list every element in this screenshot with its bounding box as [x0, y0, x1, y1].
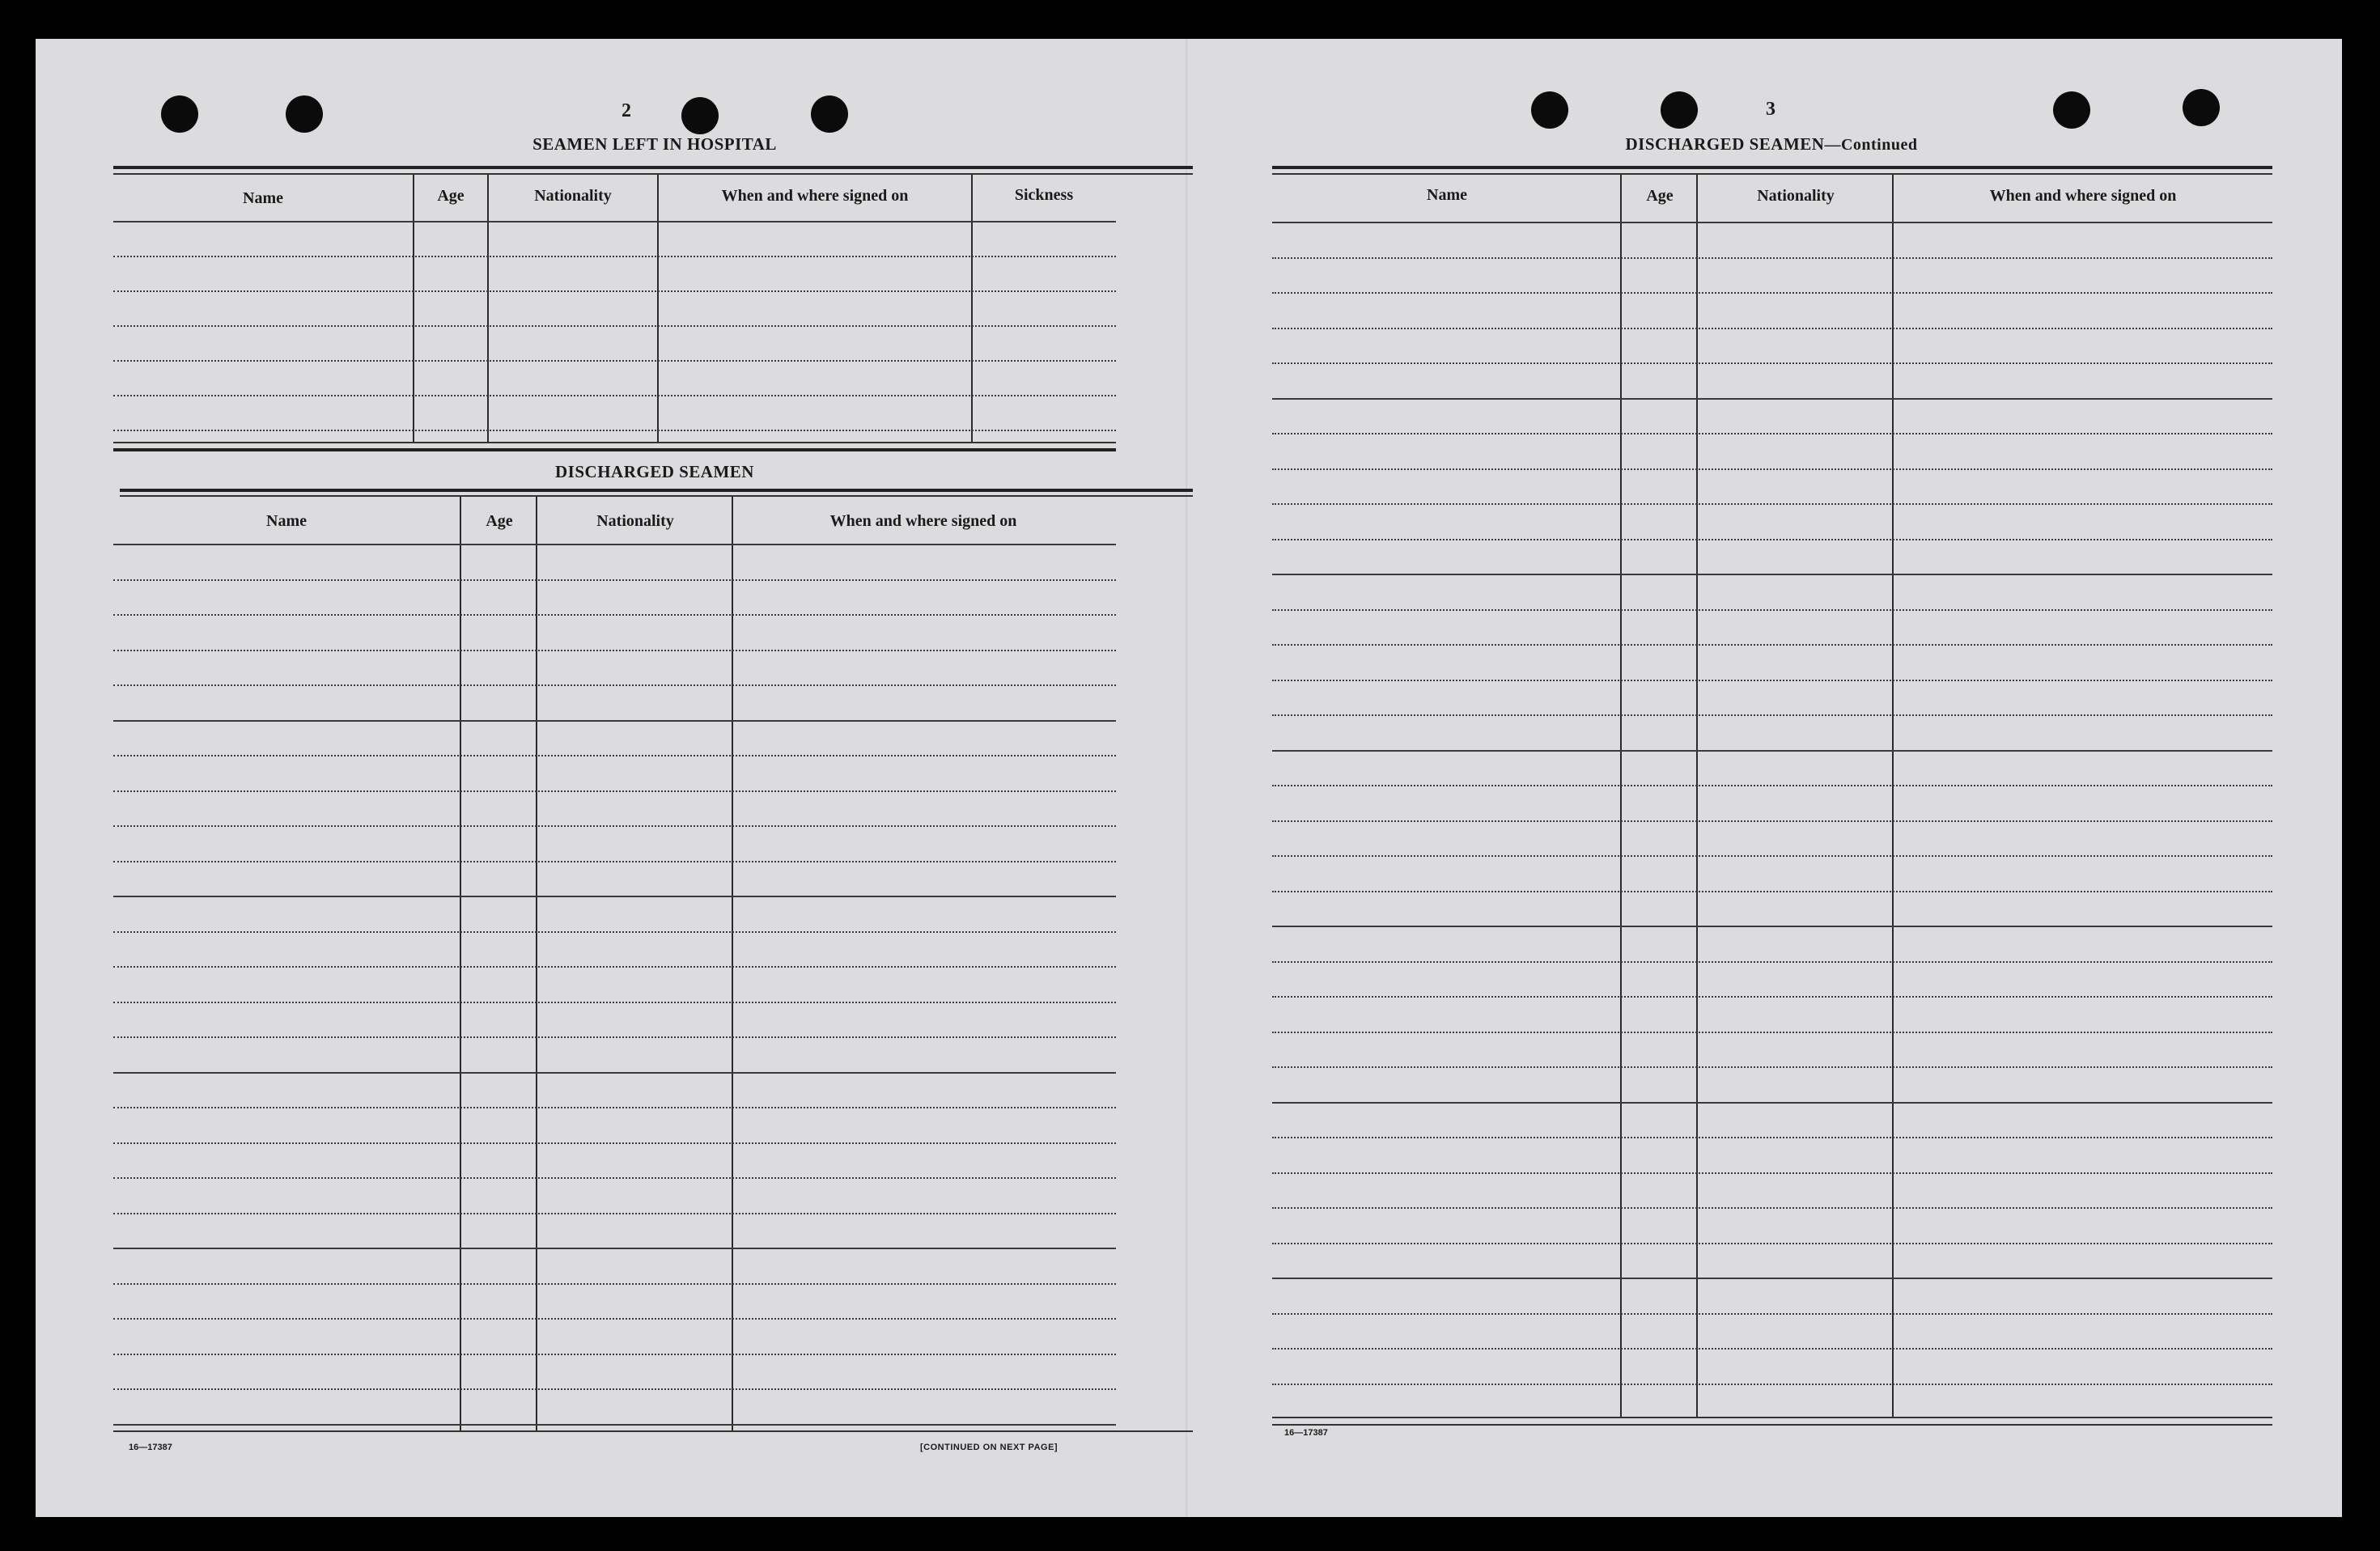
punch-hole	[2053, 91, 2090, 129]
form-row-line	[1272, 398, 2272, 400]
form-row-line	[113, 1283, 1116, 1285]
hospital-top-rule	[113, 166, 1193, 169]
form-row-line	[113, 684, 1116, 686]
continued-note: [CONTINUED ON NEXT PAGE]	[920, 1443, 1058, 1452]
column-divider	[536, 497, 537, 1430]
form-row-line	[1272, 680, 2272, 681]
discharged-top-rule-2	[120, 495, 1193, 497]
form-row-line	[1272, 539, 2272, 540]
column-divider	[1892, 175, 1894, 1417]
hospital-col-age: Age	[437, 187, 465, 205]
column-divider	[413, 175, 414, 442]
right-col-name: Name	[1427, 186, 1467, 204]
form-row-line	[1272, 750, 2272, 752]
form-row-line	[113, 825, 1116, 827]
form-number-left: 16—17387	[129, 1443, 172, 1452]
form-row-line	[1272, 1384, 2272, 1385]
form-row-line	[1272, 574, 2272, 575]
form-row-line	[1272, 996, 2272, 998]
form-row-line	[1272, 785, 2272, 786]
hospital-col-sickness: Sickness	[1014, 186, 1074, 204]
form-row-line	[1272, 328, 2272, 329]
form-row-line	[113, 325, 1116, 327]
form-row-line	[113, 1142, 1116, 1144]
form-row-line	[1272, 714, 2272, 716]
form-row-line	[113, 290, 1116, 292]
hospital-section-title: SEAMEN LEFT IN HOSPITAL	[532, 134, 777, 154]
punch-hole	[161, 95, 198, 133]
header-underline	[1272, 222, 2272, 223]
hospital-col-nationality: Nationality	[534, 187, 612, 205]
form-row-line	[113, 1107, 1116, 1108]
form-row-line	[113, 755, 1116, 756]
hospital-bottom-rule	[113, 442, 1116, 443]
form-row-line	[1272, 257, 2272, 259]
hospital-bottom-rule	[113, 448, 1116, 451]
form-row-line	[1272, 468, 2272, 470]
form-row-line	[1272, 362, 2272, 364]
page-number-left: 2	[622, 100, 631, 121]
header-underline	[113, 544, 1116, 545]
punch-hole	[1661, 91, 1698, 129]
form-row-line	[113, 966, 1116, 968]
form-row-line	[1272, 820, 2272, 822]
form-sheet	[36, 39, 2342, 1517]
column-divider	[1620, 175, 1622, 1417]
form-row-line	[113, 579, 1116, 581]
form-row-line	[113, 1318, 1116, 1320]
form-row-line	[113, 720, 1116, 722]
punch-hole	[681, 97, 719, 134]
form-row-line	[1272, 1278, 2272, 1279]
form-row-line	[1272, 1243, 2272, 1244]
right-section-title	[1549, 134, 1994, 155]
form-row-line	[113, 1213, 1116, 1214]
punch-hole	[1531, 91, 1568, 129]
column-divider	[657, 175, 659, 442]
right-col-nationality: Nationality	[1757, 187, 1835, 205]
discharged-col-nationality: Nationality	[596, 512, 674, 530]
column-divider	[460, 497, 461, 1430]
form-row-line	[1272, 1207, 2272, 1209]
form-row-line	[1272, 1102, 2272, 1104]
discharged-col-when-where: When and where signed on	[829, 512, 1017, 530]
form-row-line	[1272, 1172, 2272, 1174]
form-row-line	[113, 931, 1116, 933]
right-top-rule-2	[1272, 173, 2272, 175]
form-row-line	[1272, 926, 2272, 927]
form-row-line	[113, 360, 1116, 362]
form-row-line	[1272, 961, 2272, 963]
header-underline	[113, 221, 1116, 222]
form-row-line	[113, 1424, 1116, 1426]
punch-hole	[286, 95, 323, 133]
column-divider	[732, 497, 733, 1430]
discharged-section-title: DISCHARGED SEAMEN	[555, 462, 754, 481]
hospital-col-when-where: When and where signed on	[721, 187, 909, 205]
right-col-when-where: When and where signed on	[1989, 187, 2177, 205]
form-row-line	[113, 1072, 1116, 1074]
form-row-line	[113, 1388, 1116, 1390]
punch-hole	[811, 95, 848, 133]
page-fold	[1186, 39, 1187, 1517]
right-top-rule	[1272, 166, 2272, 169]
form-row-line	[113, 1248, 1116, 1249]
right-bottom-rule-2	[1272, 1424, 2272, 1426]
form-row-line	[113, 1354, 1116, 1355]
form-number-right: 16—17387	[1284, 1428, 1328, 1438]
hospital-col-name: Name	[243, 189, 283, 207]
column-divider	[487, 175, 489, 442]
form-row-line	[1272, 644, 2272, 646]
form-row-line	[1272, 855, 2272, 857]
right-section-title-main: DISCHARGED SEAMEN	[1625, 134, 1825, 154]
form-row-line	[113, 430, 1116, 431]
form-row-line	[1272, 891, 2272, 892]
form-row-line	[113, 256, 1116, 257]
page-number-right: 3	[1766, 99, 1775, 120]
right-section-title-suffix: —Continued	[1824, 136, 1918, 154]
form-row-line	[113, 614, 1116, 616]
form-row-line	[113, 395, 1116, 396]
form-row-line	[113, 1002, 1116, 1003]
form-row-line	[1272, 292, 2272, 294]
form-row-line	[113, 861, 1116, 862]
form-row-line	[1272, 609, 2272, 611]
right-bottom-rule	[1272, 1417, 2272, 1418]
form-row-line	[113, 1177, 1116, 1179]
punch-hole	[2183, 89, 2220, 126]
form-row-line	[1272, 1348, 2272, 1350]
form-row-line	[1272, 1313, 2272, 1315]
discharged-col-name: Name	[266, 512, 307, 530]
discharged-top-rule	[120, 489, 1193, 492]
discharged-col-age: Age	[486, 512, 513, 530]
form-row-line	[1272, 1137, 2272, 1138]
form-row-line	[1272, 503, 2272, 505]
form-row-line	[1272, 1066, 2272, 1068]
form-row-line	[1272, 1032, 2272, 1033]
right-col-age: Age	[1646, 187, 1674, 205]
left-bottom-rule	[113, 1430, 1193, 1432]
form-row-line	[1272, 433, 2272, 434]
hospital-top-rule-2	[113, 173, 1193, 175]
form-row-line	[113, 790, 1116, 792]
column-divider	[971, 175, 973, 442]
form-row-line	[113, 1036, 1116, 1038]
form-row-line	[113, 650, 1116, 651]
column-divider	[1696, 175, 1698, 1417]
form-row-line	[113, 896, 1116, 897]
